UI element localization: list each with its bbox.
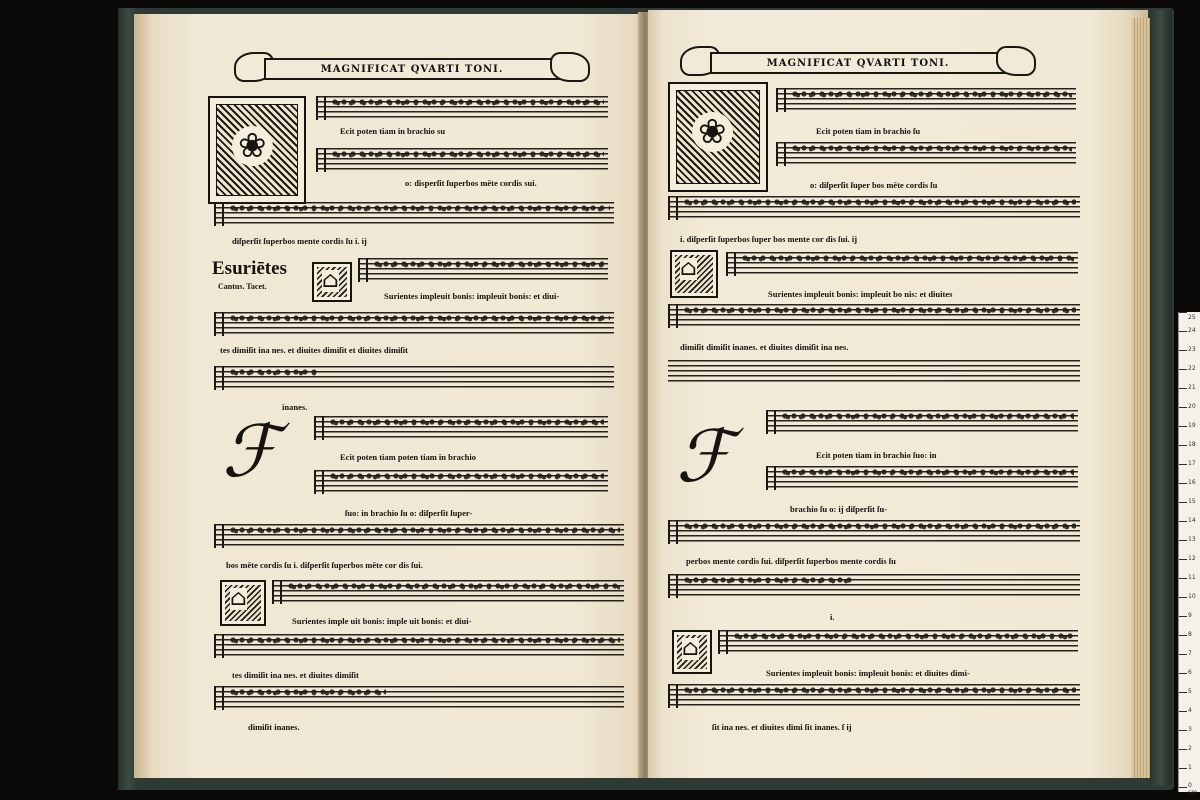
music-staff: [314, 470, 608, 494]
lyric-line: Ecit poten tiam in brachio su: [340, 126, 446, 136]
music-staff: [726, 252, 1078, 276]
lyric-line: tes dimiſit ina nes. et diuites dimiſit: [232, 670, 359, 680]
ruler-mark: 0 cm: [1188, 782, 1198, 796]
ruler-mark: 4: [1188, 707, 1192, 714]
banner-curl-icon: [550, 52, 590, 82]
decorated-initial-E: [312, 262, 352, 302]
lyric-line: Ecit poten tiam in brachio ſu: [816, 126, 921, 136]
ornamental-F-initial: ℱ: [676, 414, 733, 498]
ruler-mark: 1: [1188, 764, 1192, 771]
lyric-line: Surientes impleuit bonis: impleuit bo nis: et diuites: [768, 289, 953, 299]
music-staff: [668, 684, 1080, 708]
ruler-mark: 12: [1188, 555, 1196, 562]
ruler-mark: 3: [1188, 726, 1192, 733]
right-header-title: MAGNIFICAT QVARTI TONI.: [766, 57, 950, 69]
lyric-line: bos mēte cordis ſu i. diſperſit ſuperbos mēte cor dis ſui.: [226, 560, 423, 570]
lyric-line: tes dimiſit ina nes. et diuites dimiſit et diuites dimiſit: [220, 345, 408, 355]
ruler-mark: 18: [1188, 441, 1196, 448]
music-staff: [214, 524, 624, 548]
lyric-line: Ecit poten tiam poten tiam in brachio: [340, 452, 476, 462]
music-staff: [214, 312, 614, 336]
ruler-mark: 14: [1188, 517, 1196, 524]
lyric-line: brachio ſu o: ij diſperſit ſu-: [790, 504, 888, 514]
ruler-mark: 5: [1188, 688, 1192, 695]
ruler-mark: 21: [1188, 384, 1196, 391]
lyric-line: i. diſperſit ſuperbos ſuper bos mente cor dis ſui. ij: [680, 234, 858, 244]
ruler-mark: 11: [1188, 574, 1196, 581]
music-staff: [214, 634, 624, 658]
lyric-line: dimiſit inanes.: [248, 722, 300, 732]
decorated-initial-E: [670, 250, 718, 298]
music-staff: [776, 142, 1076, 166]
left-header-banner: [234, 52, 590, 86]
decorated-initial-E: [672, 630, 712, 674]
ruler-mark: 25: [1188, 314, 1196, 321]
ruler-mark: 9: [1188, 612, 1192, 619]
esurientes-heading: Esuriētes: [212, 258, 287, 279]
ruler-mark: 24: [1188, 327, 1196, 334]
lyric-line: i.: [830, 612, 835, 622]
music-staff: [668, 520, 1080, 544]
measurement-ruler: [1178, 312, 1200, 796]
music-staff: [766, 466, 1078, 490]
music-staff: [316, 96, 608, 120]
music-staff: [668, 574, 858, 598]
ruler-mark: 17: [1188, 460, 1196, 467]
left-header-title: MAGNIFICAT QVARTI TONI.: [320, 63, 504, 75]
lyric-line: Surientes imple uit bonis: imple uit bonis: et diui-: [292, 616, 472, 626]
ornamental-F-initial: ℱ: [222, 409, 279, 493]
lyric-line: Ecit poten tiam in brachio ſuo: in: [816, 450, 937, 460]
music-staff: [314, 416, 608, 440]
lyric-line: dimiſit dimiſit inanes. et diuites dimiſit ina nes.: [680, 342, 849, 352]
lyric-line: inanes.: [282, 402, 308, 412]
music-staff: [358, 258, 608, 282]
ruler-mark: 7: [1188, 650, 1192, 657]
lyric-line: Surientes impleuit bonis: impleuit bonis: et diui-: [384, 291, 560, 301]
music-staff: [766, 410, 1078, 434]
ruler-mark: 19: [1188, 422, 1196, 429]
lyric-line: o: diſperſit ſuper bos mēte cordis ſu: [810, 180, 938, 190]
music-staff-empty: [668, 360, 1080, 384]
ruler-mark: 22: [1188, 365, 1196, 372]
banner-curl-icon: [996, 46, 1036, 76]
lyric-line: o: disperſit ſuperbos mēte cordis sui.: [405, 178, 537, 188]
lyric-line: ſit ina nes. et diuites dimi ſit inanes. ſ ij: [712, 722, 852, 732]
lyric-line: Surientes impleuit bonis: impleuit bonis: et diuites dimi-: [766, 668, 970, 678]
music-staff: [272, 580, 624, 604]
ruler-mark: 13: [1188, 536, 1196, 543]
page-edges: [1132, 18, 1150, 778]
ruler-mark: 8: [1188, 631, 1192, 638]
lyric-line: perbos mente cordis ſui. diſperſit ſuperbos mente cordis ſu: [686, 556, 896, 566]
decorated-initial-F: [668, 82, 768, 192]
lyric-line: ſuo: in brachio ſu o: diſperſit ſuper-: [345, 508, 473, 518]
ruler-mark: 15: [1188, 498, 1196, 505]
music-staff: [214, 686, 390, 710]
ruler-mark: 20: [1188, 403, 1196, 410]
music-staff: [316, 148, 608, 172]
ruler-mark: 2: [1188, 745, 1192, 752]
ruler-mark: 16: [1188, 479, 1196, 486]
music-staff: [718, 630, 1078, 654]
music-staff: [668, 304, 1080, 328]
cover-edge-right: [1150, 10, 1172, 785]
voice-label: Cantus. Tacet.: [218, 282, 267, 291]
decorated-initial-F: [208, 96, 306, 204]
music-staff: [668, 196, 1080, 220]
music-staff: [214, 202, 614, 226]
decorated-initial-E: [220, 580, 266, 626]
music-staff: [214, 366, 324, 390]
ruler-mark: 10: [1188, 593, 1196, 600]
lyric-line: diſperſit ſuperbos mente cordis ſu i. ij: [232, 236, 367, 246]
ruler-mark: 23: [1188, 346, 1196, 353]
music-staff: [776, 88, 1076, 112]
ruler-mark: 6: [1188, 669, 1192, 676]
right-header-banner: [680, 46, 1036, 80]
